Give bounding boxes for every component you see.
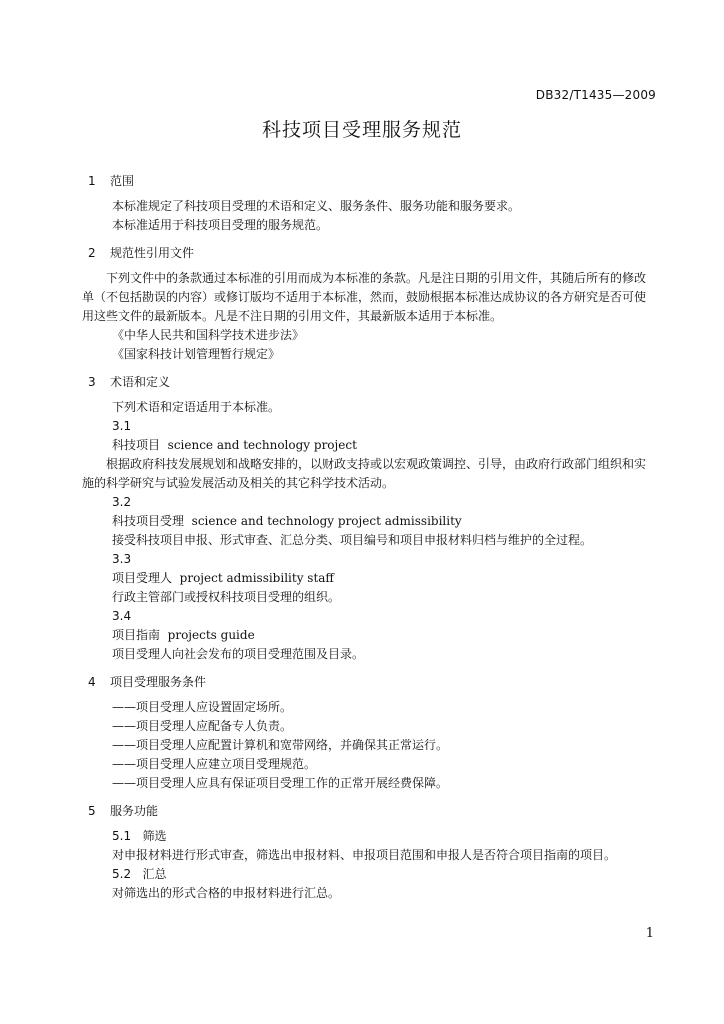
term-definition: 行政主管部门或授权科技项目受理的组织。 — [112, 590, 341, 604]
term-number: 3.4 — [112, 609, 132, 623]
reference-item: 《国家科技计划管理暂行规定》 — [112, 347, 281, 361]
subsection-number: 5.2 — [112, 867, 132, 881]
paragraph: 对筛选出的形式合格的申报材料进行汇总。 — [112, 886, 341, 900]
document-title: 科技项目受理服务规范 — [261, 119, 462, 141]
section-number: 4 — [88, 675, 96, 689]
reference-item: 《中华人民共和国科学技术进步法》 — [112, 328, 305, 342]
term-en: science and technology project — [167, 438, 357, 452]
term-en: projects guide — [167, 628, 255, 642]
subsection-title: 汇总 — [142, 867, 167, 881]
subsection-number: 5.1 — [112, 829, 132, 843]
paragraph: 本标准规定了科技项目受理的术语和定义、服务条件、服务功能和服务要求。 — [112, 199, 521, 213]
list-item: ——项目受理人应具有保证项目受理工作的正常开展经费保障。 — [112, 776, 449, 790]
document-body — [82, 172, 654, 903]
term-definition: 根据政府科技发展规划和战略安排的，以财政支持或以宏观政策调控、引导，由政府行政部门组织和实施的科学研究与试验发展活动及相关的其它科学技术活动。 — [82, 457, 647, 490]
standard-code: DB32/T1435—2009 — [535, 88, 656, 102]
section-title: 规范性引用文件 — [110, 246, 195, 260]
section-title: 范围 — [110, 174, 135, 188]
list-item: ——项目受理人应配置计算机和宽带网络，并确保其正常运行。 — [112, 738, 449, 752]
term-number: 3.1 — [112, 419, 132, 433]
section-heading-5 — [88, 802, 654, 821]
term-heading — [88, 436, 654, 455]
section-heading-3 — [88, 373, 654, 392]
paragraph: 下列术语和定语适用于本标准。 — [112, 400, 281, 414]
page-number: 1 — [645, 926, 654, 941]
term-zh: 科技项目受理 — [112, 514, 185, 528]
term-zh: 项目指南 — [112, 628, 161, 642]
term-en: project admissibility staff — [179, 571, 334, 585]
term-definition: 项目受理人向社会发布的项目受理范围及目录。 — [112, 647, 365, 661]
section-number: 2 — [88, 246, 96, 260]
term-heading — [88, 626, 654, 645]
section-number: 5 — [88, 804, 96, 818]
subsection-heading — [88, 865, 654, 884]
paragraph: 下列文件中的条款通过本标准的引用而成为本标准的条款。凡是注日期的引用文件，其随后所有的修改单（不包括勘误的内容）或修订版均不适用于本标准，然而，鼓励根据本标准达成协议的各方研究是否可使用这些文件的最新版本。凡是不注日期的引用文件，其最新版本适用于本标准。 — [82, 271, 647, 323]
section-number: 3 — [88, 375, 96, 389]
term-heading — [88, 512, 654, 531]
term-number: 3.3 — [112, 552, 132, 566]
section-title: 服务功能 — [110, 804, 159, 818]
subsection-heading — [88, 827, 654, 846]
paragraph: 本标准适用于科技项目受理的服务规范。 — [112, 218, 329, 232]
section-title: 术语和定义 — [110, 375, 171, 389]
section-heading-4 — [88, 673, 654, 692]
term-heading — [88, 569, 654, 588]
term-zh: 科技项目 — [112, 438, 161, 452]
term-number: 3.2 — [112, 495, 132, 509]
term-definition: 接受科技项目申报、形式审查、汇总分类、项目编号和项目申报材料归档与维护的全过程。 — [112, 533, 593, 547]
list-item: ——项目受理人应设置固定场所。 — [112, 700, 293, 714]
term-zh: 项目受理人 — [112, 571, 173, 585]
subsection-title: 筛选 — [142, 829, 167, 843]
list-item: ——项目受理人应建立项目受理规范。 — [112, 757, 317, 771]
section-title: 项目受理服务条件 — [110, 675, 207, 689]
term-en: science and technology project admissibility — [191, 514, 462, 528]
section-heading-2 — [88, 244, 654, 263]
paragraph: 对申报材料进行形式审查，筛选出申报材料、申报项目范围和申报人是否符合项目指南的项目。 — [112, 848, 617, 862]
section-heading-1 — [88, 172, 654, 191]
list-item: ——项目受理人应配备专人负责。 — [112, 719, 293, 733]
section-number: 1 — [88, 174, 96, 188]
